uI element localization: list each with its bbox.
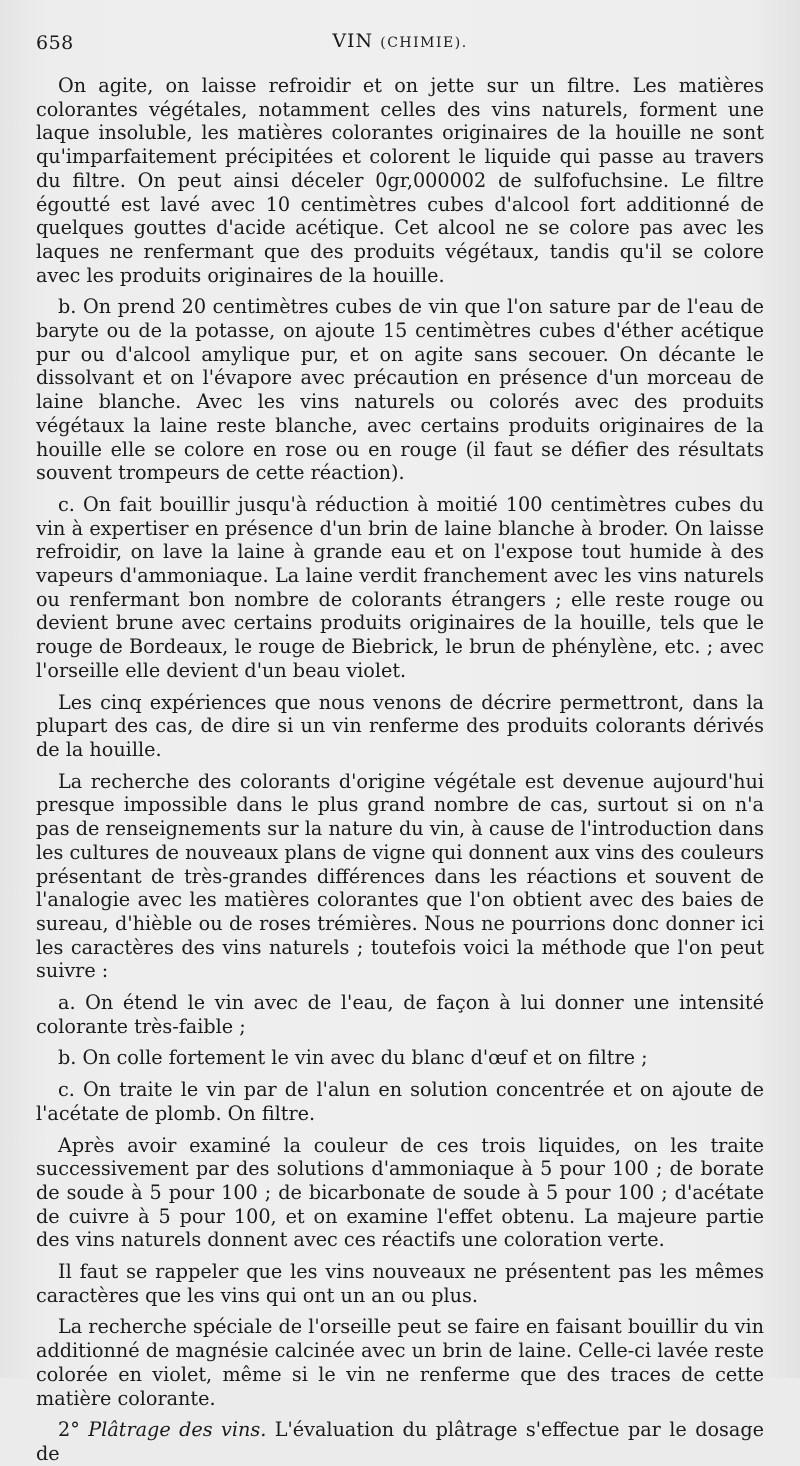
- paragraph: La recherche des colorants d'origine végétale est devenue aujourd'hui presque impossible dans le plus grand nombre de cas, surtout si on n'a pas de renseignements sur la nature du vin, à cause de l'introduction dans les cultures de nouveaux plans de vigne qui donnent aux vins des couleurs présentant de très-grandes différences dans les réactions et souvent de l'analogie avec les matières colorantes que l'on obtient avec des baies de sureau, d'hièble ou de roses trémières. Nous ne pourrions donc donner ici les caractères des vins naturels ; toutefois voici la méthode que l'on peut suivre :: [36, 769, 764, 983]
- running-head-sub: (CHIMIE).: [380, 35, 468, 51]
- paragraph: Les cinq expériences que nous venons de décrire permettront, dans la plupart des cas, de dire si un vin renferme des produits colorants dérivés de la houille.: [36, 690, 764, 761]
- paragraph: Il faut se rappeler que les vins nouveaux ne présentent pas les mêmes caractères que les vins qui ont un an ou plus.: [36, 1260, 764, 1307]
- paragraph: a. On étend le vin avec de l'eau, de façon à lui donner une intensité colorante très-faible ;: [36, 991, 764, 1038]
- paragraph: c. On traite le vin par de l'alun en solution concentrée et on ajoute de l'acétate de plomb. On filtre.: [36, 1078, 764, 1125]
- paragraph: b. On prend 20 centimètres cubes de vin que l'on sature par de l'eau de baryte ou de la potasse, on ajoute 15 centimètres cubes d'éther acétique pur ou d'alcool amylique pur, et on agite sans secouer. On décante le dissolvant et on l'évapore avec précaution en présence d'un morceau de laine blanche. Avec les vins naturels ou colorés avec des produits végétaux la laine reste blanche, avec certains produits originaires de la houille elle se colore en rose ou en rouge (il faut se défier des résultats souvent trompeurs de cette réaction).: [36, 295, 764, 485]
- paragraph: On agite, on laisse refroidir et on jette sur un filtre. Les matières colorantes végétales, notamment celles des vins naturels, forment une laque insoluble, les matières colorantes originaires de la houille ne sont qu'imparfaitement précipitées et colorent le liquide qui passe au travers du filtre. On peut ainsi déceler 0gr,000002 de sulfofuchsine. Le filtre égoutté est lavé avec 10 centimètres cubes d'alcool fort additionné de quelques gouttes d'acide acétique. Cet alcool ne se colore pas avec les laques ne renfermant que des produits végétaux, tandis qu'il se colore avec les produits originaires de la houille.: [36, 74, 764, 287]
- running-head-main: VIN: [332, 30, 374, 52]
- page-number: 658: [36, 32, 74, 54]
- section-number: 2°: [58, 1418, 80, 1442]
- paragraph: b. On colle fortement le vin avec du blanc d'œuf et on filtre ;: [58, 1046, 648, 1070]
- section-paragraph: [36, 1418, 764, 1465]
- section-text: L'évaluation du plâtrage s'effectue par le dosage de: [36, 1418, 764, 1465]
- paragraph: c. On fait bouillir jusqu'à réduction à moitié 100 centimètres cubes du vin à expertiser en présence d'un brin de laine blanche à broder. On laisse refroidir, on lave la laine à grande eau et on l'expose tout humide à des vapeurs d'ammoniaque. La laine verdit franchement avec les vins naturels ou renfermant bon nombre de colorants étrangers ; elle reste rouge ou devient brune avec certains produits originaires de la houille, tels que le rouge de Bordeaux, le rouge de Biebrick, le brun de phénylène, etc. ; avec l'orseille elle devient d'un beau violet.: [36, 492, 764, 682]
- paragraph: Après avoir examiné la couleur de ces trois liquides, on les traite successivement par des solutions d'ammoniaque à 5 pour 100 ; de borate de soude à 5 pour 100 ; de bicarbonate de soude à 5 pour 100 ; d'acétate de cuivre à 5 pour 100, et on examine l'effet obtenu. La majeure partie des vins naturels donnent avec ces réactifs une coloration verte.: [36, 1133, 764, 1252]
- page-header: [36, 20, 764, 60]
- paragraph: La recherche spéciale de l'orseille peut se faire en faisant bouillir du vin additionné de magnésie calcinée avec un brin de laine. Celle-ci lavée reste colorée en violet, même si le vin ne renferme que des traces de cette matière colorante.: [36, 1315, 764, 1410]
- running-head: [36, 30, 764, 52]
- section-title: Plâtrage des vins.: [88, 1418, 267, 1442]
- body-text: [36, 74, 764, 1466]
